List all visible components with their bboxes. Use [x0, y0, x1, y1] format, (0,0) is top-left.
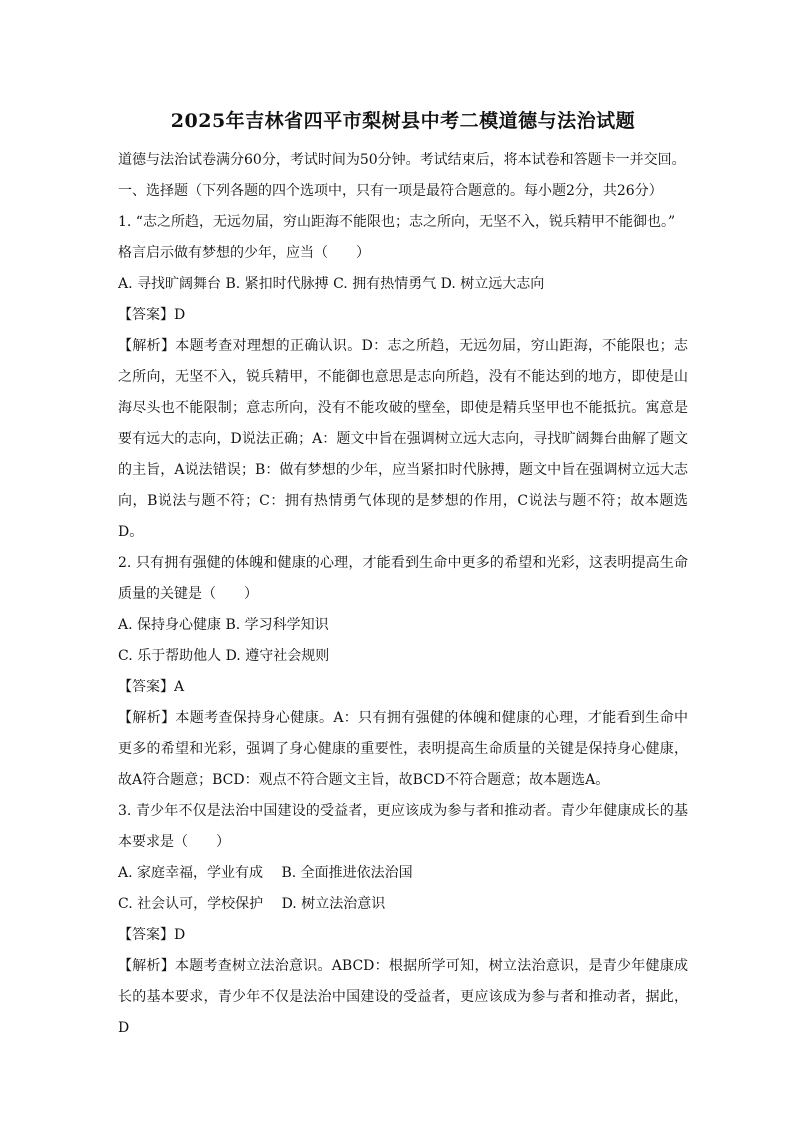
document-page — [118, 106, 688, 1044]
analysis-text: 【解析】本题考查对理想的正确认识。D：志之所趋，无远勿届，穷山距海，不能限也；志之所向，无坚不入，锐兵精甲，不能御也意思是志向所趋，没有不能达到的地方，即使是山海尽头也不能限制；意志所向，没有不能攻破的壁垒，即使是精兵坚甲也不能抵抗。寓意是要有远大的志向，D说法正确；A：题文中旨在强调树立远大志向，寻找旷阔舞台曲解了题文的主旨，A说法错误；B：做有梦想的少年，应当紧扣时代脉搏，题文中旨在强调树立远大志向，B说法与题不符；C：拥有热情勇气体现的是梦想的作用，C说法与题不符；故本题选D。 — [118, 338, 688, 540]
question-2 — [118, 548, 688, 796]
question-stem: 2. 只有拥有强健的体魄和健康的心理，才能看到生命中更多的希望和光彩，这表明提高生命质量的关键是（ ） — [118, 555, 688, 602]
question-stem: 1. “志之所趋，无远勿届，穷山距海不能限也；志之所向，无坚不入，锐兵精甲不能御也。” — [118, 214, 676, 230]
question-options: A. 家庭幸福，学业有成 B. 全面推进依法治国 — [118, 865, 413, 881]
exam-intro: 道德与法治试卷满分60分，考试时间为50分钟。考试结束后，将本试卷和答题卡一并交回。 — [118, 152, 686, 168]
question-stem: 3. 青少年不仅是法治中国建设的受益者，更应该成为参与者和推动者。青少年健康成长的基本要求是（ ） — [118, 803, 688, 850]
question-options: A. 保持身心健康 B. 学习科学知识 — [118, 617, 329, 633]
page-title: 2025年吉林省四平市梨树县中考二模道德与法治试题 — [170, 110, 636, 132]
analysis-text: 【解析】本题考查保持身心健康。A：只有拥有强健的体魄和健康的心理，才能看到生命中更多的希望和光彩，强调了身心健康的重要性，表明提高生命质量的关键是保持身心健康，故A符合题意；BCD：观点不符合题文主旨，故BCD不符合题意；故本题选A。 — [118, 710, 688, 788]
answer-label: 【答案】D — [118, 307, 186, 323]
question-1 — [118, 207, 688, 548]
question-options: C. 乐于帮助他人 D. 遵守社会规则 — [118, 648, 330, 664]
question-3 — [118, 796, 688, 1044]
question-options: A. 寻找旷阔舞台 B. 紧扣时代脉搏 C. 拥有热情勇气 D. 树立远大志向 — [118, 276, 545, 292]
analysis-text: 【解析】本题考查树立法治意识。ABCD：根据所学可知，树立法治意识，是青少年健康成长的基本要求，青少年不仅是法治中国建设的受益者，更应该成为参与者和推动者，据此，D — [118, 958, 688, 1036]
section-heading: 一、选择题（下列各题的四个选项中，只有一项是最符合题意的。每小题2分，共26分） — [118, 183, 663, 199]
answer-label: 【答案】A — [118, 679, 185, 695]
question-stem: 格言启示做有梦想的少年，应当（ ） — [118, 245, 370, 261]
question-options: C. 社会认可，学校保护 D. 树立法治意识 — [118, 896, 386, 912]
answer-label: 【答案】D — [118, 927, 186, 943]
